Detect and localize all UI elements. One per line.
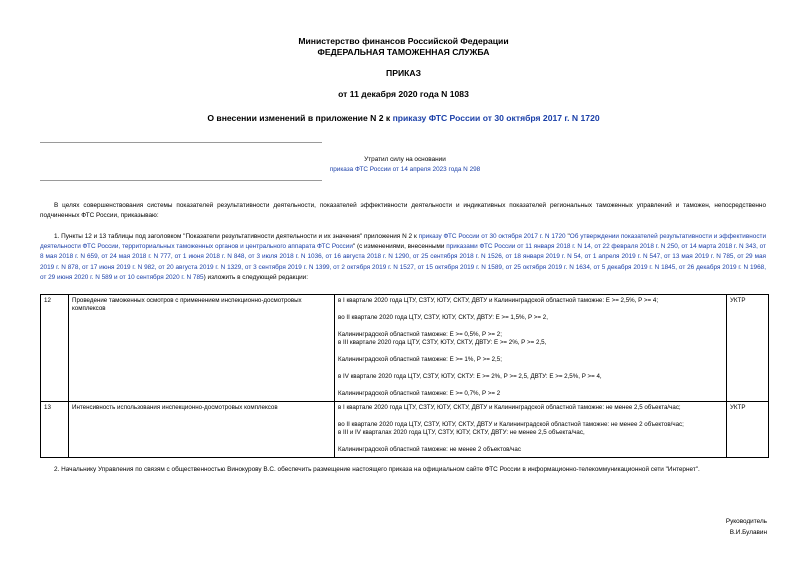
item-1-text-1: 1. Пункты 12 и 13 таблицы под заголовком "Показатели результативности деятельности и их значения" приложения N 2 к	[54, 233, 419, 240]
condition-line: Калининградской областной таможне: Е >= 0,7%, Р >= 2	[338, 390, 501, 397]
indicator-conditions-cell	[335, 295, 727, 402]
condition-line: Калининградской областной таможне: не менее 2 объектов/час	[338, 446, 521, 453]
ministry-name: Министерство финансов Российской Федерации	[298, 36, 509, 46]
row-number-cell: 12	[41, 295, 69, 402]
indicator-name-cell: Интенсивность использования инспекционно-досмотровых комплексов	[69, 402, 335, 458]
divider-bottom	[40, 180, 322, 181]
responsible-unit-cell: УКТР	[727, 295, 769, 402]
condition-line: во II квартале 2020 года ЦТУ, СЗТУ, ЮТУ, СКТУ, ДВТУ и Калининградской областной таможне: не менее 2 объектов/час; в III и IV кварталах 2020 года ЦТУ, СЗТУ, ЮТУ, СКТУ, ДВТУ: не менее 2,5 объекта/час,	[338, 421, 684, 436]
row-number-cell: 13	[41, 402, 69, 458]
condition-line: Калининградской областной таможне: Е >= 1%, Р >= 2,5;	[338, 356, 502, 363]
item-1-paragraph	[40, 232, 766, 283]
document-type: ПРИКАЗ	[386, 68, 421, 78]
condition-line: в IV квартале 2020 года ЦТУ, СЗТУ, ЮТУ, СКТУ: Е >= 2%, Р >= 2,5, ДВТУ: Е >= 2,5%, Р >= 4,	[338, 373, 602, 380]
indicators-table	[40, 294, 769, 458]
title-link[interactable]: приказу ФТС России от 30 октября 2017 г. N 1720	[392, 113, 600, 123]
item-1-text-3: " (с изменениями, внесенными	[352, 243, 447, 251]
condition-line: в I квартале 2020 года ЦТУ, СЗТУ, ЮТУ, СКТУ, ДВТУ и Калининградской областной таможне: не менее 2,5 объекта/час;	[338, 404, 681, 411]
item-1-text-4: ) изложить в следующей редакции:	[203, 273, 309, 281]
signatory-name: В.И.Булавин	[729, 529, 767, 536]
order-1720-link[interactable]: приказу ФТС России от 30 октября 2017 г. N 1720	[418, 233, 566, 240]
condition-line: в I квартале 2020 года ЦТУ, СЗТУ, ЮТУ, СКТУ, ДВТУ и Калининградской областной таможне: Е >= 2,5%, Р >= 4;	[338, 297, 659, 304]
indicator-conditions-cell	[335, 402, 727, 458]
status-note-text: Утратил силу на основании	[364, 156, 446, 163]
amendments-link[interactable]: приказами ФТС России от 11 января 2018 г. N 14, от 22 февраля 2018 г. N 250, от 14 марта 2018 г. N 343, от 8 мая 2018 г. N 659, от 24 мая 2018 г. N 777, от 1 июня 2018 г. N 848, от 3 июля 2018 г. N 1036, от 16 августа 2018 г. N 1290, от 25 сентября 2018 г. N 1526, от 18 января 2019 г. N 54, от 1 апреля 2019 г. N 547, от 13 мая 2019 г. N 785, от 29 мая 2019 г. N 878, от 17 июня 2019 г. N 982, от 20 августа 2019 г. N 1329, от 3 сентября 2019 г. N 1399, от 2 октября 2019 г. N 1527, от 15 октября 2019 г. N 1589, от 25 октября 2019 г. N 1634, от 5 декабря 2019 г. N 1845, от 26 декабря 2019 г. N 1968, от 29 июня 2020 г. N 589 и от 10 сентября 2020 г. N 785	[40, 243, 766, 281]
divider-top	[40, 142, 322, 143]
service-name: ФЕДЕРАЛЬНАЯ ТАМОЖЕННАЯ СЛУЖБА	[317, 47, 490, 57]
table-row	[41, 295, 769, 402]
preamble-paragraph: В целях совершенствования системы показателей результативности деятельности, показателей эффективности деятельности и индикативных показателей региональных таможенных управлений и таможен, непосредственно подчиненных ФТС России, приказываю:	[40, 202, 766, 220]
status-note	[300, 155, 510, 175]
signatory-role: Руководитель	[725, 518, 767, 525]
item-1-text-2: "	[565, 233, 570, 240]
condition-line: Калининградской областной таможне: Е >= 0,5%, Р >= 2; в III квартале 2020 года ЦТУ, СЗТУ, ЮТУ, СКТУ, ДВТУ: Е >= 2%, Р >= 2,5,	[338, 331, 547, 346]
status-note-link[interactable]: приказа ФТС России от 14 апреля 2023 года N 298	[329, 166, 481, 173]
responsible-unit-cell: УКТР	[727, 402, 769, 458]
condition-line: во II квартале 2020 года ЦТУ, СЗТУ, ЮТУ, СКТУ, ДВТУ: Е >= 1,5%, Р >= 2,	[338, 314, 548, 321]
table-row	[41, 402, 769, 458]
item-2-paragraph: 2. Начальнику Управления по связям с общественностью Винокурову В.С. обеспечить размещение настоящего приказа на официальном сайте ФТС России в информационно-телекоммуникационной сети "Интернет".	[54, 466, 700, 473]
title-text: О внесении изменений в приложение N 2 к	[207, 113, 393, 123]
order-title-link[interactable]: Об утверждении показателей результативности и эффективности деятельности ФТС России, территориальных таможенных органов и центрального аппарата ФТС России	[40, 233, 767, 251]
document-title	[0, 113, 807, 124]
signature-block	[726, 516, 767, 538]
indicator-name-cell: Проведение таможенных осмотров с применением инспекционно-досмотровых комплексов	[69, 295, 335, 402]
document-date-number: от 11 декабря 2020 года N 1083	[338, 89, 469, 99]
